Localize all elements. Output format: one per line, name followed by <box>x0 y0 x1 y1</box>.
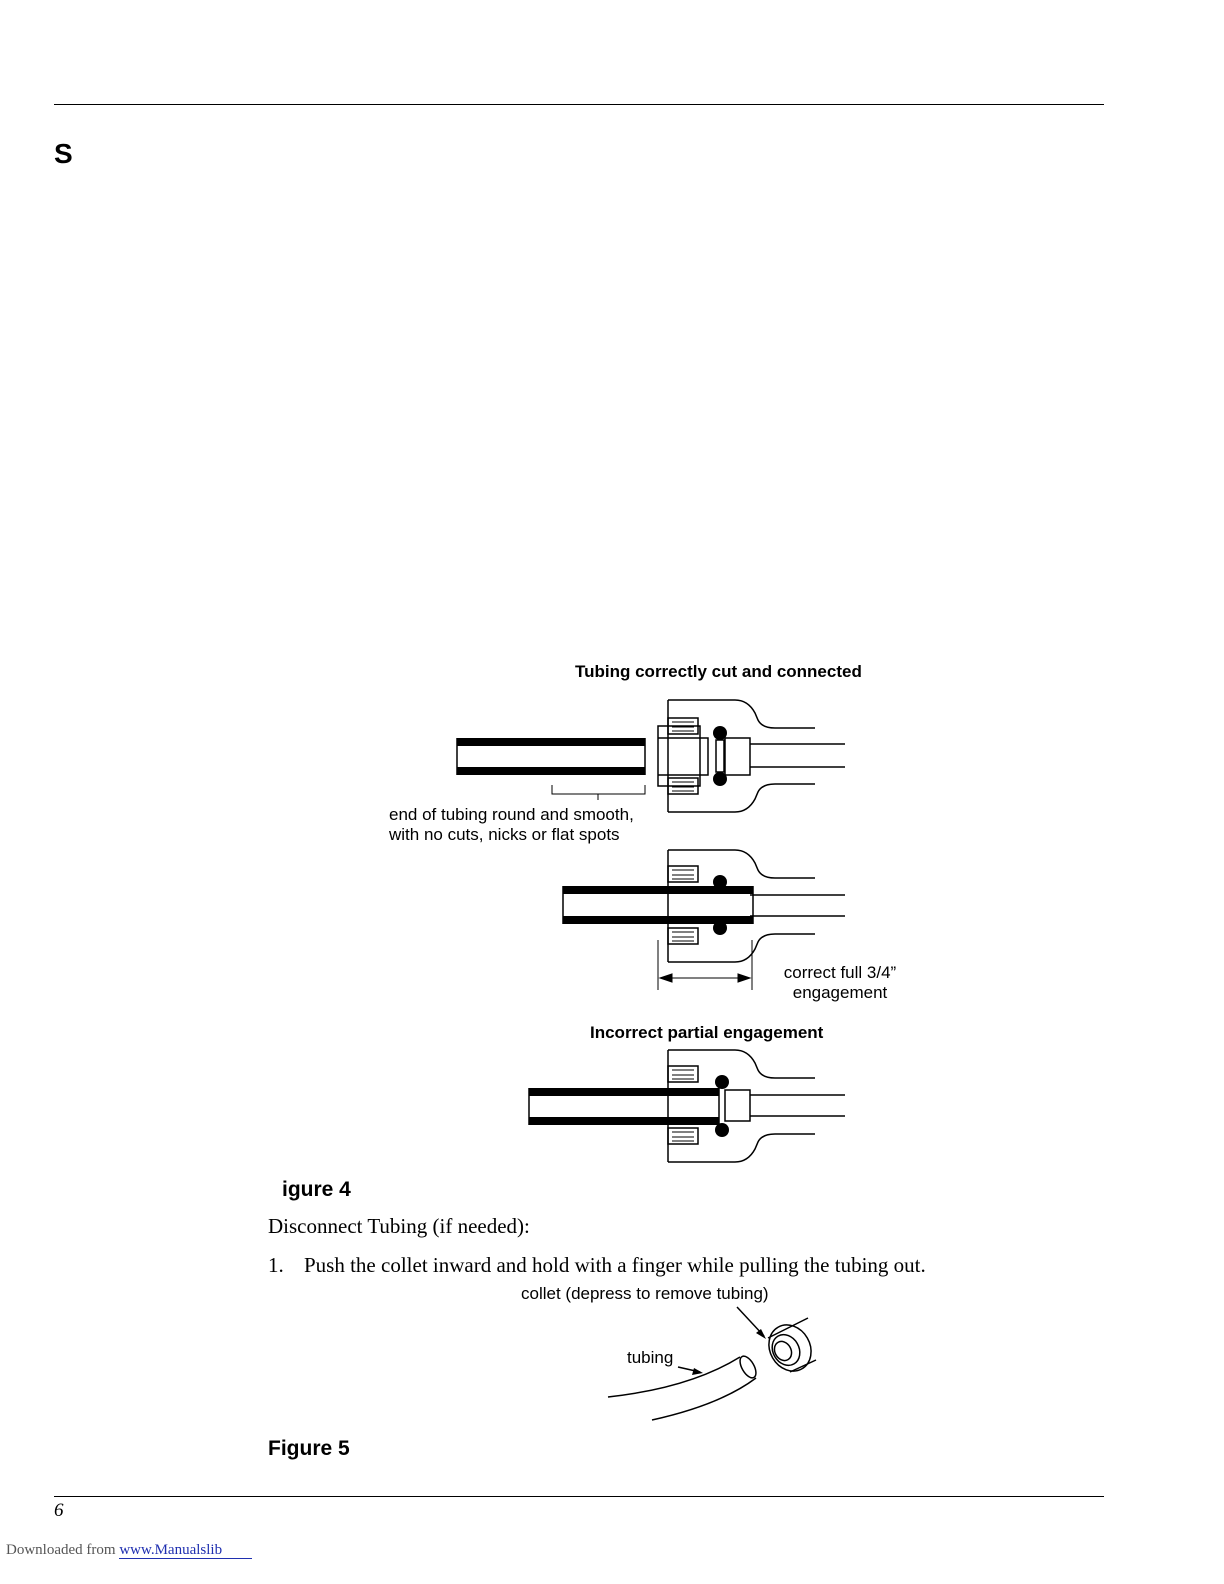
label-tubing-end-line1: end of tubing round and smooth, <box>389 805 634 824</box>
disconnect-heading: Disconnect Tubing (if needed): <box>268 1214 530 1238</box>
page-number: 6 <box>54 1500 64 1521</box>
label-collet: collet (depress to remove tubing) <box>521 1284 769 1303</box>
step1-number: 1. <box>268 1253 284 1277</box>
figure4-title-correct: Tubing correctly cut and connected <box>575 662 862 681</box>
step1-text: Push the collet inward and hold with a finger while pulling the tubing out. <box>304 1253 926 1277</box>
figure4-title-incorrect: Incorrect partial engagement <box>590 1023 824 1042</box>
label-full-engagement-line1: correct full 3/4” <box>783 963 897 982</box>
label-full-engagement-line2: engagement <box>792 983 888 1002</box>
footer-rule <box>54 1496 1104 1497</box>
figure4-caption: igure 4 <box>282 1178 351 1201</box>
manualslib-link[interactable]: www.Manualslib <box>119 1542 252 1559</box>
download-footer <box>6 1542 252 1559</box>
label-tubing: tubing <box>627 1348 674 1367</box>
figure5-caption: Figure 5 <box>268 1437 350 1460</box>
download-prefix: Downloaded from <box>6 1542 120 1558</box>
section-letter: S <box>54 138 73 169</box>
label-tubing-end-line2: with no cuts, nicks or flat spots <box>389 825 620 844</box>
